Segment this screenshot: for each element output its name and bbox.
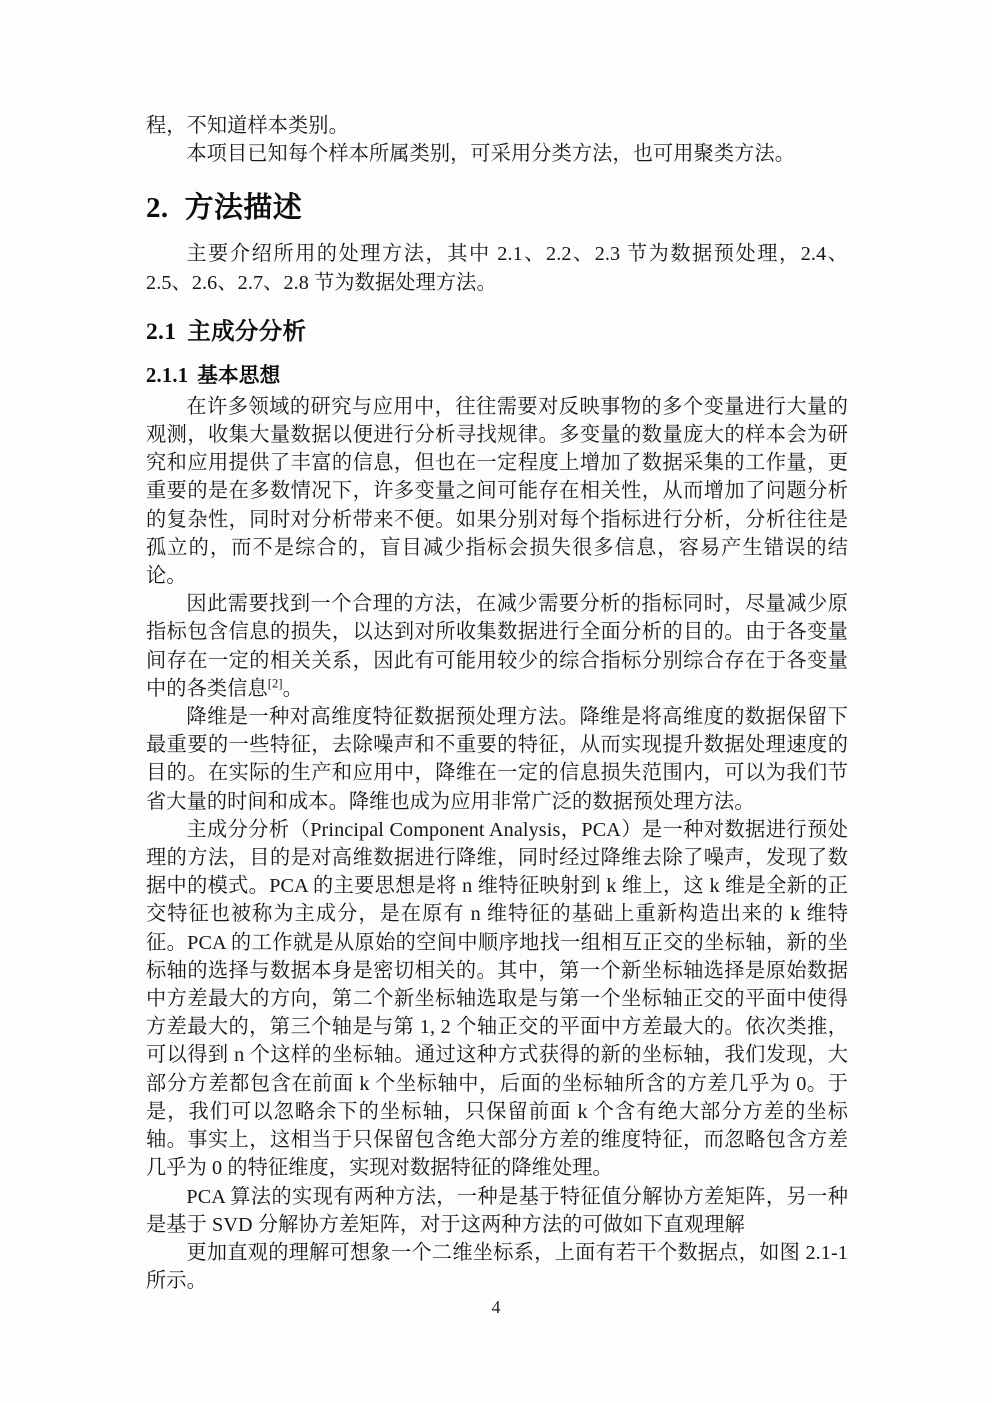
- paragraph-many-fields: 在许多领域的研究与应用中，往往需要对反映事物的多个变量进行大量的观测，收集大量数据以便进行分析寻找规律。多变量的数量庞大的样本会为研究和应用提供了丰富的信息，但也在一定程度上增加了数据采集的工作量，更重要的是在多数情况下，许多变量之间可能存在相关性，从而增加了问题分析的复杂性，同时对分析带来不便。如果分别对每个指标进行分析，分析往往是孤立的，而不是综合的，盲目减少指标会损失很多信息，容易产生错误的结论。: [146, 395, 848, 588]
- heading-title: 基本思想: [197, 364, 281, 387]
- paragraph-methods-intro: 主要介绍所用的处理方法，其中 2.1、2.2、2.3 节为数据预处理，2.4、2.5、2.6、2.7、2.8 节为数据处理方法。: [146, 243, 848, 294]
- paragraph-reasonable-method: [146, 590, 848, 703]
- heading-number: 2.1: [146, 318, 177, 345]
- heading-methods-description: [146, 190, 848, 226]
- page-number: 4: [491, 1297, 501, 1317]
- paragraph-pca-algorithms: PCA 算法的实现有两种方法，一种是基于特征值分解协方差矩阵，另一种是基于 SVD 分解协方差矩阵，对于这两种方法的可做如下直观理解: [146, 1185, 848, 1236]
- heading-title: 方法描述: [184, 192, 303, 225]
- page-content: [146, 112, 848, 1295]
- heading-number: 2.: [146, 192, 169, 225]
- paragraph-dimensionality-reduction: 降维是一种对高维度特征数据预处理方法。降维是将高维度的数据保留下最重要的一些特征，去除噪声和不重要的特征，从而实现提升数据处理速度的目的。在实际的生产和应用中，降维在一定的信息损失范围内，可以为我们节省大量的时间和成本。降维也成为应用非常广泛的数据预处理方法。: [146, 706, 848, 813]
- heading-pca-section: [146, 317, 848, 347]
- heading-title: 主成分分析: [187, 318, 307, 345]
- paragraph-project-classification: 本项目已知每个样本所属类别，可采用分类方法，也可用聚类方法。: [186, 143, 796, 166]
- paragraph-continuation: 程，不知道样本类别。: [146, 115, 349, 137]
- citation-marker: [2]: [267, 676, 283, 691]
- paragraph-pca-definition: 主成分分析（Principal Component Analysis，PCA）是一种对数据进行预处理的方法，目的是对高维数据进行降维，同时经过降维去除了噪声，发现了数据中的模式。PCA 的主要思想是将 n 维特征映射到 k 维上，这 k 维是全新的正交特征也被称为主成分，是在原有 n 维特征的基础上重新构造出来的 k 维特征。PCA 的工作就是从原始的空间中顺序地找一组相互正交的坐标轴，新的坐标轴的选择与数据本身是密切相关的。其中，第一个新坐标轴选择是原始数据中方差最大的方向，第二个新坐标轴选取是与第一个坐标轴正交的平面中使得方差最大的，第三个轴是与第 1, 2 个轴正交的平面中方差最大的。依次类推，可以得到 n 个这样的坐标轴。通过这种方式获得的新的坐标轴，我们发现，大部分方差都包含在前面 k 个坐标轴中，后面的坐标轴所含的方差几乎为 0。于是，我们可以忽略余下的坐标轴，只保留前面 k 个含有绝大部分方差的坐标轴。事实上，这相当于只保留包含绝大部分方差的维度特征，而忽略包含方差几乎为 0 的特征维度，实现对数据特征的降维处理。: [146, 818, 848, 1180]
- paragraph-text: 因此需要找到一个合理的方法，在减少需要分析的指标同时，尽量减少原指标包含信息的损失，以达到对所收集数据进行全面分析的目的。由于各变量间存在一定的相关关系，因此有可能用较少的综合指标分别综合存在于各变量中的各类信息: [146, 593, 848, 700]
- heading-basic-idea: [146, 363, 848, 390]
- heading-number: 2.1.1: [146, 364, 189, 387]
- paragraph-period: 。: [282, 677, 303, 700]
- paragraph-figure-reference: 更加直观的理解可想象一个二维坐标系，上面有若干个数据点，如图 2.1-1 所示。: [146, 1241, 848, 1293]
